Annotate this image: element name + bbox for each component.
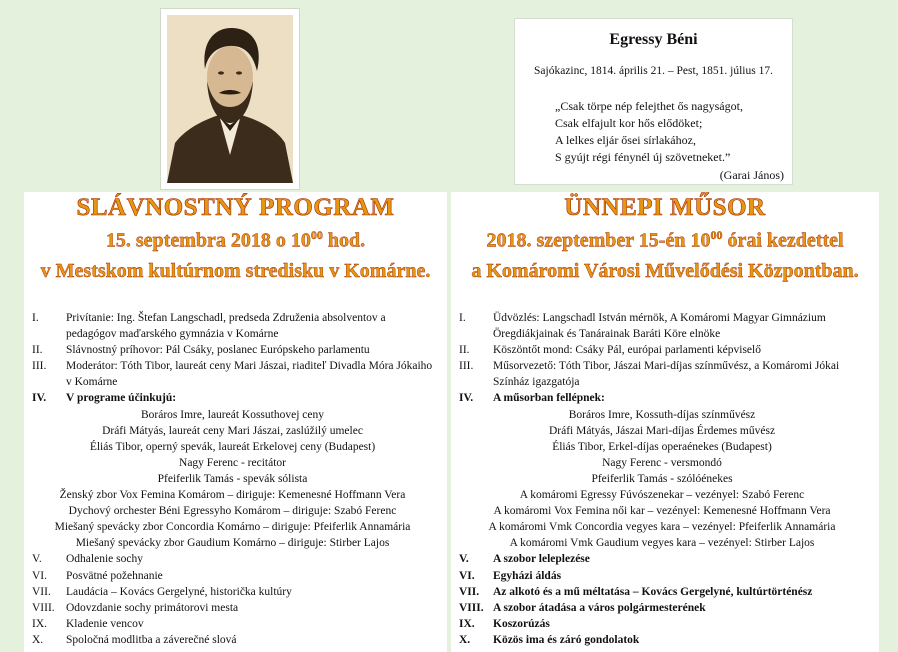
item-number: II.	[32, 344, 43, 357]
quote-line: Csak elfajult kor hős elődöket;	[555, 116, 703, 130]
item-text: Öregdiákjainak és Tanárainak Baráti Köre elnöke	[493, 328, 721, 341]
program-panel-hungarian	[451, 192, 879, 652]
program-date-suffix: hod.	[322, 229, 366, 252]
portrait-engraving	[167, 15, 293, 183]
quote-line: „Csak törpe nép felejthet ős nagyságot,	[555, 99, 743, 113]
item-number	[32, 326, 66, 342]
performer-line: Pfeiferlik Tamás - spevák sólista	[157, 472, 308, 485]
item-number: VIII.	[459, 601, 484, 614]
program-item	[32, 632, 441, 648]
program-item	[459, 326, 873, 342]
program-item	[32, 600, 441, 616]
program-item	[459, 390, 873, 406]
program-item	[32, 358, 441, 374]
item-number: VI.	[32, 569, 48, 582]
item-number: III.	[32, 360, 47, 373]
portrait-frame	[160, 8, 300, 190]
performer-line: A komáromi Vmk Concordia vegyes kara – vezényel: Pfeiferlik Annamária	[488, 521, 836, 534]
item-text: Koszorúzás	[493, 617, 550, 630]
person-name: Egressy Béni	[609, 31, 698, 48]
item-number: X.	[32, 633, 44, 646]
item-number: VI.	[459, 569, 475, 582]
program-item	[32, 568, 441, 584]
performer-line: Miešaný spevácky zbor Concordia Komárno – diriguje: Pfeiferlik Annamária	[54, 521, 411, 534]
performer-line: Pfeiferlik Tamás - szólóénekes	[591, 472, 733, 485]
program-item	[459, 616, 873, 632]
item-text: pedagógov maďarského gymnázia v Komárne	[66, 328, 279, 341]
item-number: IV.	[459, 392, 474, 405]
item-text: Üdvözlés: Langschadl István mérnök, A Komáromi Magyar Gimnázium	[493, 312, 826, 324]
program-venue: a Komáromi Városi Művelődési Központban.	[471, 260, 859, 282]
program-date-main: 2018. szeptember 15-én 10	[486, 229, 711, 252]
performer-line: Éliás Tibor, Erkel-díjas operaénekes (Budapest)	[552, 440, 772, 453]
performer-line: A komáromi Vmk Gaudium vegyes kara – vezényel: Stirber Lajos	[509, 537, 815, 550]
program-item	[459, 568, 873, 584]
program-item	[32, 616, 441, 632]
item-text: v Komárne	[66, 376, 118, 389]
program-date	[24, 228, 447, 253]
item-number	[32, 374, 66, 390]
item-text: Közös ima és záró gondolatok	[493, 633, 640, 646]
performer-line: Dychový orchester Béni Egressyho Komárom – diriguje: Szabó Ferenc	[68, 505, 397, 518]
program-item	[459, 310, 873, 326]
performer-line: A komáromi Egressy Fúvószenekar – vezényel: Szabó Ferenc	[519, 489, 805, 502]
item-text: Spoločná modlitba a záverečné slová	[66, 633, 237, 646]
item-text: Privítanie: Ing. Štefan Langschadl, predseda Združenia absolventov a	[66, 312, 386, 324]
item-text: A műsorban fellépnek:	[493, 392, 605, 405]
program-date	[451, 228, 879, 253]
program-list	[32, 310, 441, 648]
performer-line: Nagy Ferenc - recitátor	[179, 456, 286, 469]
program-item	[32, 310, 441, 326]
item-text: Az alkotó és a mű méltatása – Kovács Gergelyné, kultúrtörténész	[493, 585, 813, 598]
program-item	[459, 551, 873, 567]
item-number	[459, 374, 493, 390]
item-text: Posvätné požehnanie	[66, 569, 163, 582]
item-number: V.	[32, 553, 42, 566]
performer-line: Éliás Tibor, operný spevák, laureát Erkelovej ceny (Budapest)	[89, 440, 376, 453]
item-text: Kladenie vencov	[66, 617, 144, 630]
performer-line: Miešaný spevácky zbor Gaudium Komárno – diriguje: Stirber Lajos	[75, 537, 390, 550]
program-date-suffix: órai kezdettel	[722, 229, 844, 252]
item-number: X.	[459, 633, 471, 646]
quote-line: S gyújt régi fénynél új szövetneket.”	[555, 150, 731, 164]
program-item	[459, 632, 873, 648]
item-number: IX.	[459, 617, 475, 630]
quote-box	[514, 18, 793, 185]
program-date-sup: 00	[310, 228, 323, 242]
performer-line: Dráfi Mátyás, laureát ceny Mari Jászai, zaslúžilý umelec	[102, 424, 363, 437]
item-text: Slávnostný príhovor: Pál Csáky, poslanec Európskeho parlamentu	[66, 344, 370, 357]
quote-lines	[555, 98, 743, 166]
program-item	[32, 551, 441, 567]
item-text: Moderátor: Tóth Tibor, laureát ceny Mari Jászai, riaditeľ Divadla Móra Jókaiho	[66, 360, 433, 373]
item-text: Egyházi áldás	[493, 569, 562, 582]
program-venue: v Mestskom kultúrnom stredisku v Komárne.	[40, 260, 431, 282]
item-number	[459, 326, 493, 342]
program-item	[32, 584, 441, 600]
item-text: A szobor átadása a város polgármesterének	[493, 601, 706, 614]
item-text: A szobor leleplezése	[493, 553, 590, 566]
item-number: VII.	[32, 585, 51, 598]
program-date-sup: 00	[710, 228, 723, 242]
program-title: SLÁVNOSTNÝ PROGRAM	[76, 194, 395, 221]
program-item	[32, 342, 441, 358]
item-number: VII.	[459, 585, 480, 598]
item-text: Odhalenie sochy	[66, 553, 143, 566]
item-number: I.	[32, 312, 39, 324]
item-text: V programe účinkujú:	[66, 392, 177, 405]
program-panel-slovak	[24, 192, 447, 652]
item-number: IV.	[32, 392, 47, 405]
item-text: Színház igazgatója	[493, 376, 580, 389]
performer-line: A komáromi Vox Femina női kar – vezényel: Kemenesné Hoffmann Vera	[493, 505, 831, 518]
item-number: V.	[459, 553, 469, 566]
program-item	[459, 374, 873, 390]
program-item	[459, 584, 873, 600]
program-item	[459, 600, 873, 616]
item-text: Műsorvezető: Tóth Tibor, Jászai Mari-díjas színművész, a Komáromi Jókai	[493, 360, 840, 373]
program-item	[459, 342, 873, 358]
program-list	[459, 310, 873, 648]
program-title: ÜNNEPI MŰSOR	[564, 194, 766, 221]
performer-line: Boráros Imre, Kossuth-díjas színművész	[568, 408, 756, 421]
program-item	[32, 326, 441, 342]
portrait-image	[167, 15, 293, 183]
quote-author: (Garai János)	[719, 168, 784, 182]
program-item	[459, 358, 873, 374]
person-dates: Sajókazinc, 1814. április 21. – Pest, 1851. július 17.	[534, 65, 773, 77]
item-text: Laudácia – Kovács Gergelyné, historička kultúry	[66, 585, 292, 598]
item-number: IX.	[32, 617, 48, 630]
item-number: II.	[459, 344, 470, 357]
item-text: Odovzdanie sochy primátorovi mesta	[66, 601, 239, 614]
item-text: Köszöntőt mond: Csáky Pál, európai parlamenti képviselő	[493, 344, 761, 357]
item-number: I.	[459, 312, 466, 324]
performer-line: Nagy Ferenc - versmondó	[602, 456, 722, 469]
program-item	[32, 390, 441, 406]
performer-line: Boráros Imre, laureát Kossuthovej ceny	[141, 408, 324, 421]
program-date-main: 15. septembra 2018 o 10	[105, 229, 311, 252]
item-number: VIII.	[32, 601, 55, 614]
item-number: III.	[459, 360, 474, 373]
performer-line: Dráfi Mátyás, Jászai Mari-díjas Érdemes művész	[548, 424, 776, 437]
quote-line: A lelkes eljár ősei sírlakához,	[555, 133, 696, 147]
performer-line: Ženský zbor Vox Femina Komárom – diriguje: Kemenesné Hoffmann Vera	[59, 489, 406, 502]
program-item	[32, 374, 441, 390]
